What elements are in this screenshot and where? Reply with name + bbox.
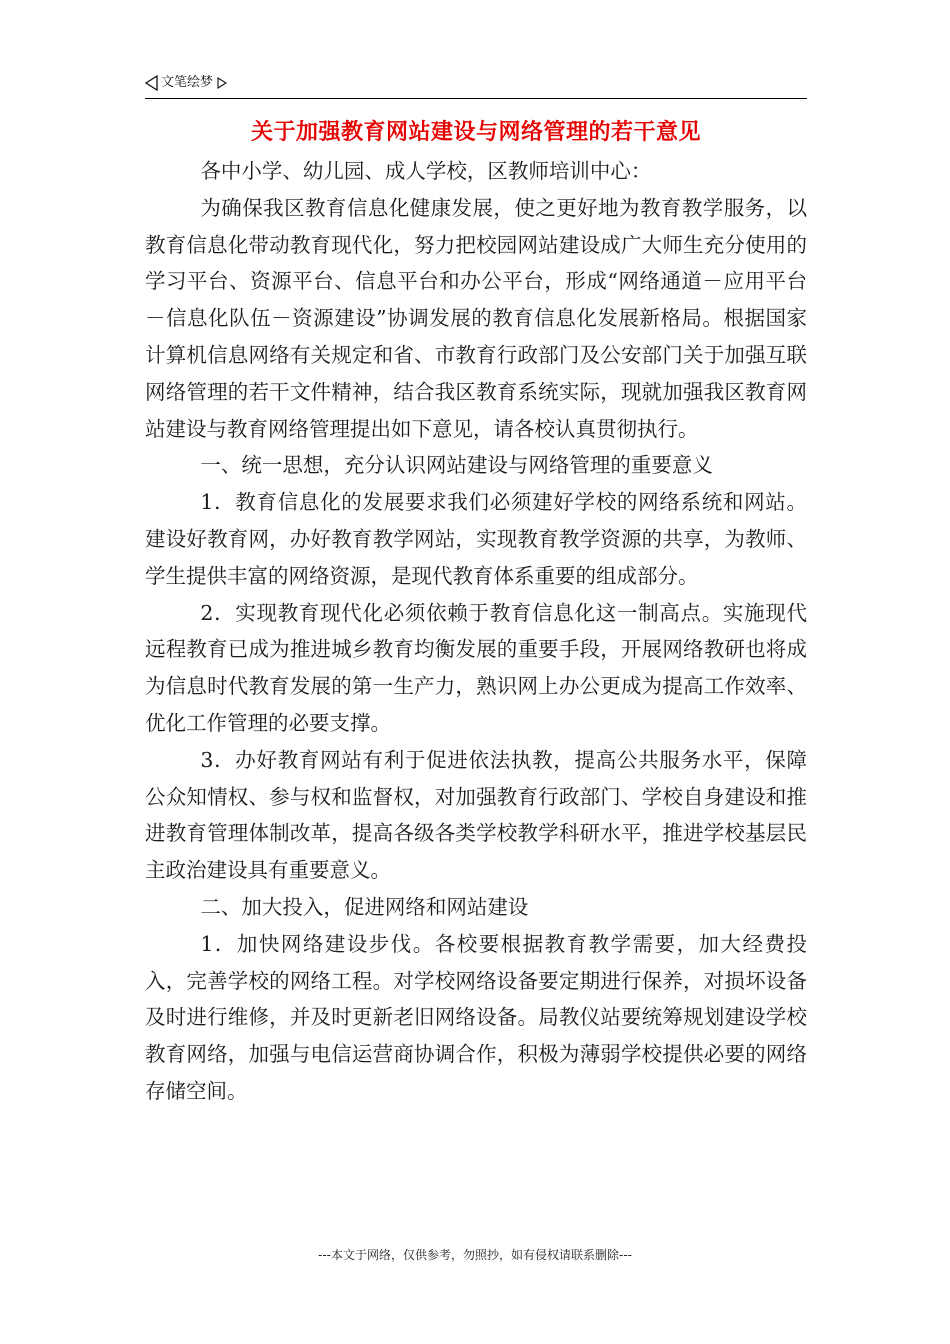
page-header	[145, 72, 807, 99]
header-brand-text: 文笔绘梦	[161, 75, 214, 90]
section-1-item-2: 2．实现教育现代化必须依赖于教育信息化这一制高点。实施现代远程教育已成为推进城乡教育均衡发展的重要手段，开展网络教研也将成为信息时代教育发展的第一生产力，熟识网上办公更成为提高工作效率、优化工作管理的必要支撑。	[145, 600, 807, 735]
section-heading-1: 一、统一思想，充分认识网站建设与网络管理的重要意义	[200, 453, 713, 478]
section-1-item-3: 3．办好教育网站有利于促进依法执教，提高公共服务水平，保障公众知情权、参与权和监督权，对加强教育行政部门、学校自身建设和推进教育管理体制改革，提高各级各类学校教学科研水平，推进学校基层民主政治建设具有重要意义。	[145, 747, 807, 883]
triangle-left-icon	[145, 75, 158, 91]
page-footer: ---本文于网络，仅供参考，勿照抄，如有侵权请联系删除---	[318, 1248, 632, 1262]
document-title: 关于加强教育网站建设与网络管理的若干意见	[250, 119, 701, 145]
section-2-item-1: 1．加快网络建设步伐。各校要根据教育教学需要，加大经费投入，完善学校的网络工程。对学校网络设备要定期进行保养，对损坏设备及时进行维修，并及时更新老旧网络设备。局教仪站要统筹规划建设学校教育网络，加强与电信运营商协调合作，积极为薄弱学校提供必要的网络存储空间。	[145, 931, 807, 1103]
section-1-item-1: 1．教育信息化的发展要求我们必须建好学校的网络系统和网站。建设好教育网，办好教育教学网站，实现教育教学资源的共享，为教师、学生提供丰富的网络资源，是现代教育体系重要的组成部分。	[145, 490, 807, 588]
salutation: 各中小学、幼儿园、成人学校，区教师培训中心：	[200, 159, 652, 183]
document-body	[145, 153, 807, 1110]
section-heading-2: 二、加大投入，促进网络和网站建设	[200, 894, 529, 919]
intro-paragraph: 为确保我区教育信息化健康发展，使之更好地为教育教学服务，以教育信息化带动教育现代化，努力把校园网站建设成广大师生充分使用的学习平台、资源平台、信息平台和办公平台，形成“网络通道－应用平台－信息化队伍－资源建设”协调发展的教育信息化发展新格局。根据国家计算机信息网络有关规定和省、市教育行政部门及公安部门关于加强互联网络管理的若干文件精神，结合我区教育系统实际，现就加强我区教育网站建设与教育网络管理提出如下意见，请各校认真贯彻执行。	[145, 195, 807, 441]
triangle-right-icon	[217, 77, 227, 89]
header-brand	[145, 72, 227, 94]
